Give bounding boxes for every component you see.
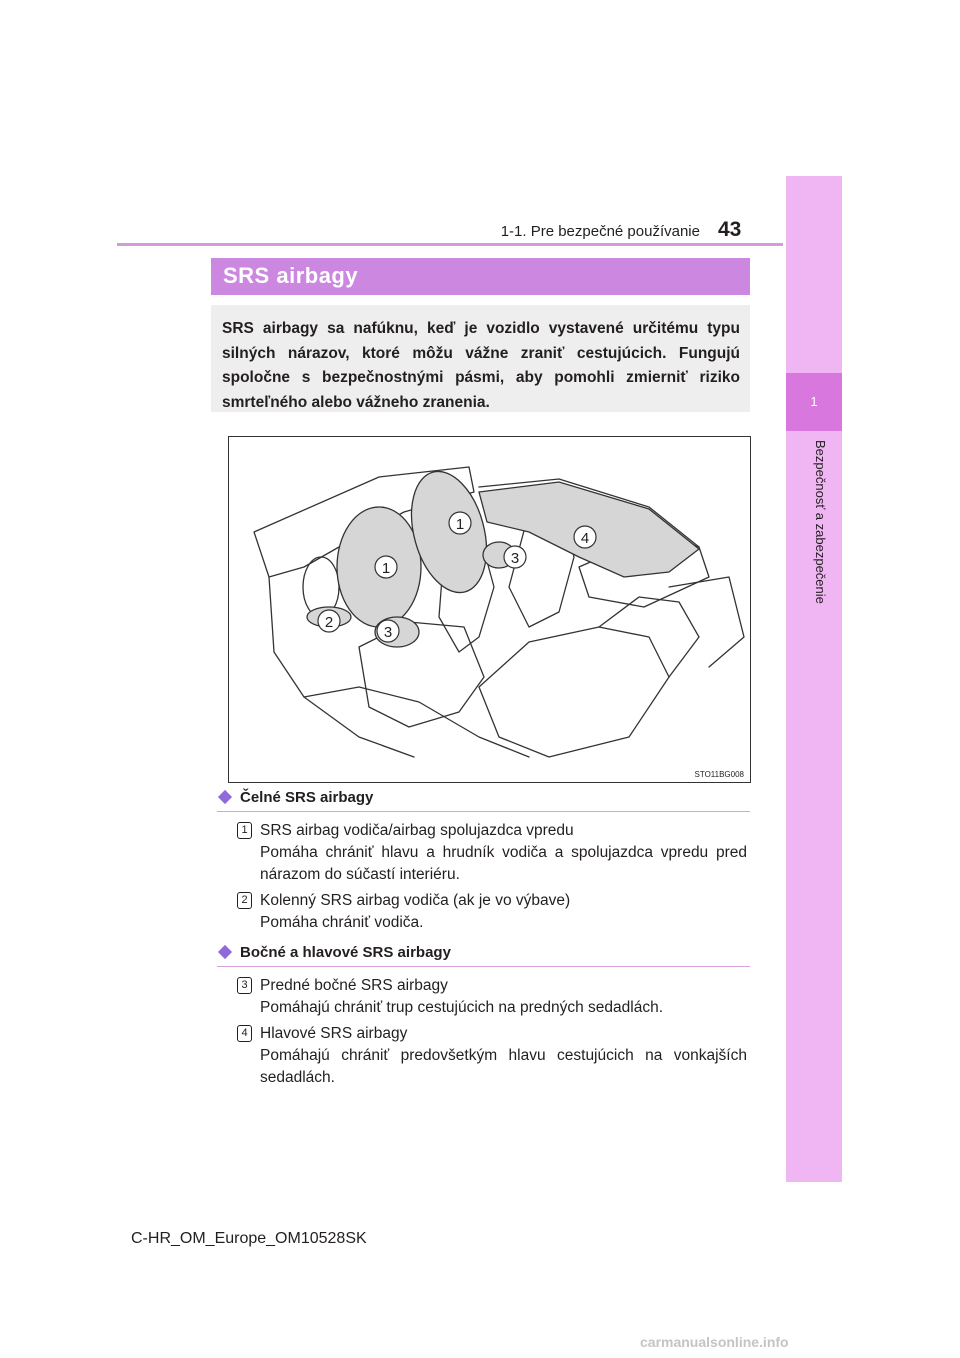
item-title: Kolenný SRS airbag vodiča (ak je vo výbave) xyxy=(260,892,571,909)
title-bar xyxy=(211,258,750,295)
rear-seat xyxy=(479,627,669,757)
airbag-illustration xyxy=(228,436,751,783)
list-item xyxy=(237,890,747,934)
list-item xyxy=(237,1023,747,1089)
subheading-frontal-airbags xyxy=(217,789,373,806)
chapter-title-text: Bezpečnosť a zabezpečenie xyxy=(813,440,828,604)
item-title: SRS airbag vodiča/airbag spolujazdca vpredu xyxy=(260,822,574,839)
callout-1-driver-label: 1 xyxy=(381,560,391,577)
callout-2-label: 2 xyxy=(324,614,334,631)
item-number-badge: 1 xyxy=(237,822,252,839)
subheading-side-text: Bočné a hlavové SRS airbagy xyxy=(240,944,451,961)
footer-code: C-HR_OM_Europe_OM10528SK xyxy=(131,1230,367,1247)
item-title: Predné bočné SRS airbagy xyxy=(260,977,448,994)
chapter-title xyxy=(812,440,832,640)
callout-1-driver xyxy=(375,556,397,578)
watermark: carmanualsonline.info xyxy=(640,1334,789,1350)
diamond-bullet-icon xyxy=(218,945,232,959)
item-number-badge: 4 xyxy=(237,1025,252,1042)
chapter-marker: 1 xyxy=(786,373,842,431)
diamond-bullet-icon xyxy=(218,790,232,804)
page-title: SRS airbagy xyxy=(223,263,359,288)
list-item xyxy=(237,975,747,1019)
callout-3-passenger-label: 3 xyxy=(510,550,520,567)
callout-4 xyxy=(574,526,596,548)
item-description: Pomáhajú chrániť trup cestujúcich na predných sedadlách. xyxy=(260,999,664,1016)
subheading-rule xyxy=(217,966,750,967)
item-title: Hlavové SRS airbagy xyxy=(260,1025,408,1042)
callout-1-passenger-label: 1 xyxy=(455,516,465,533)
callout-3-passenger xyxy=(504,546,526,568)
subheading-frontal-text: Čelné SRS airbagy xyxy=(240,789,374,806)
section-header: 1-1. Pre bezpečné používanie xyxy=(500,223,700,240)
item-description: Pomáha chrániť hlavu a hrudník vodiča a spolujazdca vpredu pred nárazom do súčastí interiéru. xyxy=(260,844,747,883)
callout-4-label: 4 xyxy=(580,530,590,547)
callout-2 xyxy=(318,610,340,632)
subheading-rule xyxy=(217,811,750,812)
list-item xyxy=(237,820,747,886)
intro-text: SRS airbagy sa nafúknu, keď je vozidlo vystavené určitému typu silných nárazov, ktoré môžu vážne zraniť cestujúcich. Fungujú spoločne s bezpečnostnými pásmi, aby pomohli zmierniť riziko smrteľného alebo vážneho zranenia. xyxy=(222,320,740,411)
airbag-diagram xyxy=(229,437,750,782)
figure-code: STO11BG008 xyxy=(694,770,744,779)
callout-3-driver-label: 3 xyxy=(383,624,393,641)
item-description: Pomáha chrániť vodiča. xyxy=(260,914,424,931)
item-number-badge: 2 xyxy=(237,892,252,909)
item-description: Pomáhajú chrániť predovšetkým hlavu cestujúcich na vonkajších sedadlách. xyxy=(260,1047,747,1086)
item-number-badge: 3 xyxy=(237,977,252,994)
side-tab xyxy=(786,176,842,1182)
callout-1-passenger xyxy=(449,512,471,534)
subheading-side-curtain-airbags xyxy=(217,944,451,961)
header-rule xyxy=(117,243,783,246)
page-number: 43 xyxy=(718,218,742,241)
intro-box xyxy=(211,305,750,412)
callout-3-driver xyxy=(377,620,399,642)
